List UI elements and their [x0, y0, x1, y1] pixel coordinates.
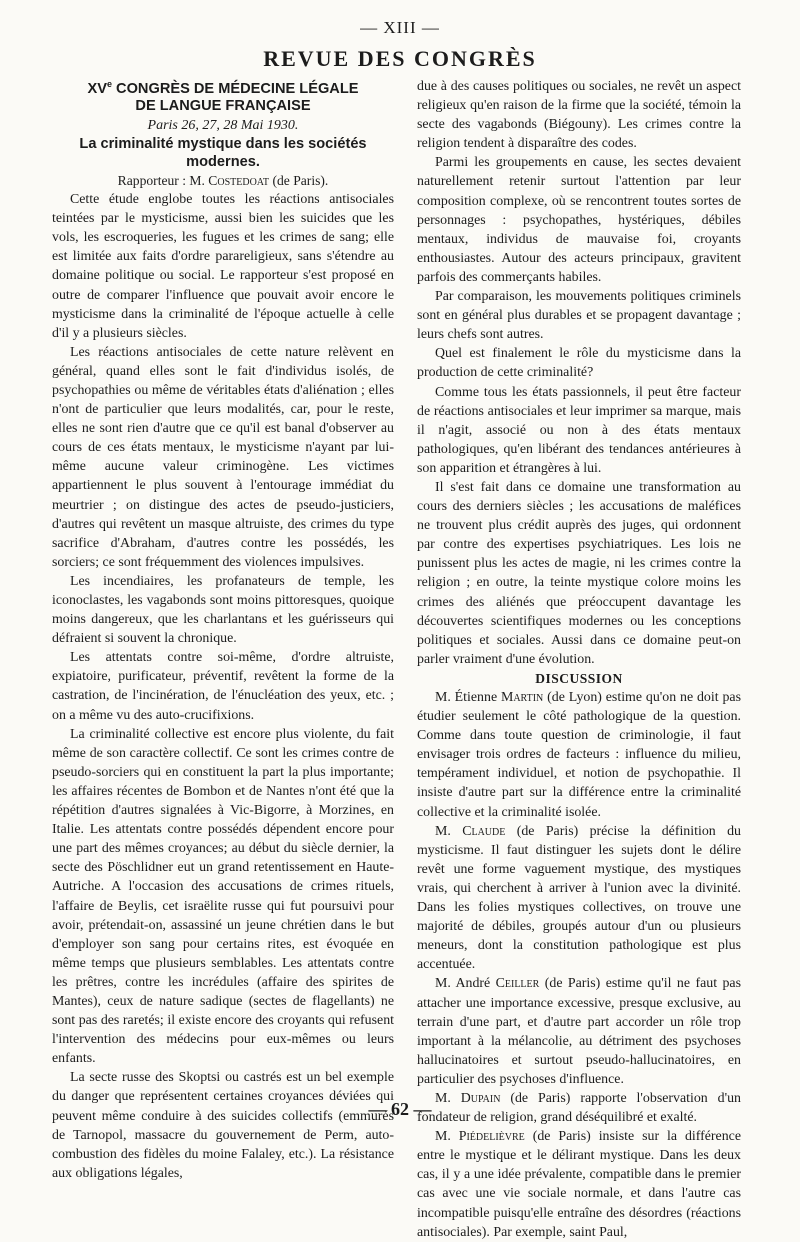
article-title-line1: La criminalité mystique dans les sociétés	[79, 135, 367, 152]
reporter-place: (de Paris).	[272, 172, 329, 188]
reporter-line	[52, 171, 394, 190]
paragraph: Les incendiaires, les profanateurs de temple, les iconoclastes, les vagabonds sont moins pittoresques, quoique moins dangereux, que les charlantans et les guérisseurs qui défraient si souvent la chronique.	[52, 573, 394, 647]
discussion-entry	[417, 822, 741, 975]
article-title	[52, 135, 394, 171]
right-column	[417, 77, 741, 1242]
paragraph-split-text: La secte russe des Skoptsi ou castrés est un bel exemple du danger que représentent certaines croyances déviées qui peuvent même conduire à des suicides collectifs (emmurés de Tarnopol, massacre du gouvernement de Perm, auto-combustion des fidèles du moine Falaley, etc.). La résistance aux obligations légales,	[52, 1070, 394, 1181]
congress-line1-text: XVe CONGRÈS DE MÉDECINE LÉGALE	[87, 79, 359, 97]
speaker-name: Dupain	[460, 1090, 501, 1106]
reporter-name: Costedoat	[208, 172, 270, 188]
discussion-heading: DISCUSSION	[535, 670, 623, 686]
speaker-prefix: M.	[435, 1129, 451, 1145]
paragraph: Les réactions antisociales de cette nature relèvent en général, quand elles sont le fait d'individus isolés, de psychopathies ou même de véritables états d'aliénation ; elles n'ont de particulier que leurs modalités, car, pour le reste, elles ne sont rien d'autre que ce qu'il est banal d'observer au cours de ces états mentaux, le mysticisme n'ayant par lui-même aucune valeur criminogène. Les victimes appartiennent le plus souvent à l'entourage immédiat du meurtrier ; on distingue des actes de pseudo-justiciers, d'autres qui revêtent un masque altruiste, des crimes du type sacrifice d'Abraham, d'autres contre les possédés, les sorciers; ce sont fréquemment des violences impulsives.	[52, 344, 394, 570]
speaker-name: Martin	[500, 690, 544, 705]
paragraph: La criminalité collective est encore plus violente, du fait même de son caractère collectif. Ce sont les crimes contre de pseudo-sorciers qui en constituent la part la plus importante; les affaires récentes de Bombon et de Nantes n'ont été que la répétition d'autres signalées à Vic-Bigorre, à Morzines, en Italie. Les attentats contre possédés dépendent encore pour une part des mêmes croyances; au début du siècle dernier, la secte des Pöschlidner eut un grand retentissement en Haute-Autriche. A l'occasion des accusations de crimes rituels, l'affaire de Beylis, cet israëlite russe qui fut poursuivi pour avoir, prétendait-on, assassiné un jeune chrétien dans le but d'employer son sang pour certains rites, est évoquée en même temps que plusieurs semblables. Les attentats contre les prêtres, contre les incrédules (affaire des spirites de Mantes), ceux de nature sadique (sectes de flagellants) ne sont pas des raretés; il existe encore des croyants qui refusent l'intervention des médecins pour eux-mêmes ou leurs enfants.	[52, 726, 394, 1067]
speaker-name: Piédelièvre	[458, 1129, 525, 1145]
congress-date: Paris 26, 27, 28 Mai 1930.	[147, 117, 299, 133]
page-number: — 62 —	[368, 1099, 432, 1119]
paragraph: Cette étude englobe toutes les réactions antisociales teintées par le mysticisme, aussi bien les suicides que les vols, les escroqueries, les fugues et les crimes de sang; elle est limitée aux faits d'ordre parareligieux, sans s'étendre au domaine politique ou social. Le rapporteur s'est proposé en outre de comparer l'influence que pouvait avoir encore le mysticisme dans la criminalité de l'époque actuelle à celle d'il y a plusieurs siècles.	[52, 192, 394, 341]
speaker-prefix: M. André	[435, 976, 491, 992]
speaker-name: Claude	[462, 823, 506, 839]
discussion-entry	[417, 688, 741, 822]
congress-title-line2: DE LANGUE FRANÇAISE	[135, 98, 311, 115]
left-column	[52, 76, 394, 1183]
speaker-name: Ceiller	[495, 976, 540, 992]
speaker-prefix: M.	[435, 823, 451, 839]
reporter-prefix: Rapporteur : M.	[117, 172, 205, 188]
discussion-text: (de Lyon) estime qu'on ne doit pas étudier seulement le côté pathologique de la question. Comme dans toute question de criminologie, il faut envisager trois ordres de facteurs : influence du milieu, tempérament individuel, et notion de psychopathie. Il insiste d'autre part sur la différence entre la criminalité collective et la criminalité isolée.	[417, 690, 741, 820]
roman-numeral-header: — XIII —	[360, 18, 440, 37]
paragraph-continuation	[417, 77, 741, 153]
paragraph-split-text: due à des causes politiques ou sociales, ne revêt un aspect religieux qu'en raison de la firme que la société, témoin la secte des vagabonds (Biégouny). Les crimes contre la religion tendent à disparaître des codes.	[417, 79, 741, 152]
discussion-text: (de Paris) estime qu'il ne faut pas attacher une importance excessive, presque exclusive, au terrain d'une part, et d'autre part accorder un rôle trop important à la mélancolie, au détriment des psychoses hallucinatoires et surtout pseudo-hallucinatoires, en particulier des psychoses d'influence.	[417, 976, 741, 1087]
paragraph: Par comparaison, les mouvements politiques criminels sont en général plus durables et se propagent davantage ; leurs chefs sont autres.	[417, 289, 741, 343]
speaker-prefix: M. Étienne	[435, 690, 498, 705]
section-title: REVUE DES CONGRÈS	[263, 46, 537, 71]
discussion-entry	[417, 1127, 741, 1242]
speaker-prefix: M.	[435, 1090, 451, 1106]
paragraph: Parmi les groupements en cause, les sectes devaient naturellement retenir surtout l'attention par leur composition complexe, où se rencontrent toutes sortes de personnages : psychopathes, hystériques, débiles mentaux, individus de mauvaise foi, croyants enthousiastes. Autour des acteurs principaux, gravitent parfois des commerçants habiles.	[417, 155, 741, 285]
paragraph: Quel est finalement le rôle du mysticisme dans la production de cette criminalité?	[417, 346, 741, 381]
paragraph: Il s'est fait dans ce domaine une transformation au cours des derniers siècles ; les accusations de maléfices ne trouvent plus crédit auprès des juges, qui ordonnent par contre des expertises psychiatriques. Les lois ne punissent plus les actes de magie, ni les crimes contre la religion ; en outre, la teinte mystique colore moins les crimes des aliénés que préoccupent davantage les découvertes scientifiques modernes ou les conceptions politiques et sociales. Aussi dans ce domaine peut-on parler vraiment d'une évolution.	[417, 479, 741, 667]
discussion-text: (de Paris) précise la définition du mysticisme. Il faut distinguer les sujets dont le délire revêt une forme vaguement mystique, des mystiques vrais, qui cherchent à arriver à l'union avec la divinité. Dans les folies mystiques collectives, on trouve une majorité de débiles, groupés autour d'un ou plusieurs meneurs, dont la constitution pathologique est plus accentuée.	[417, 823, 741, 973]
paragraph: Les attentats contre soi-même, d'ordre altruiste, expiatoire, purificateur, préventif, revêtent la forme de la castration, de l'incinération, de l'énucléation des yeux, etc. ; on a même vu des auto-crucifixions.	[52, 650, 394, 723]
congress-title-line1	[52, 76, 394, 98]
paragraph: Comme tous les états passionnels, il peut être facteur de réactions antisociales et leur imprimer sa marque, mais il n'agit, associé ou non à des états mentaux pathologiques, qu'en libérant des tendances antérieures à son apparition et étrangères à lui.	[417, 384, 741, 476]
discussion-entry	[417, 974, 741, 1089]
discussion-text: (de Paris) rapporte l'observation d'un fondateur de religion, grand déséquilibré et exalté.	[417, 1090, 741, 1126]
paragraph-continued	[52, 1068, 394, 1183]
article-title-line2: modernes.	[186, 153, 260, 170]
discussion-text: (de Paris) insiste sur la différence entre le mystique et le délirant mystique. Dans les deux cas, il y a une idée prévalente, compatible dans le premier cas avec une vie sociale normale, et dans l'autre cas incompatible puisqu'elle entraîne des désordres (réactions antisociales). Par exemple, saint Paul,	[417, 1129, 741, 1240]
